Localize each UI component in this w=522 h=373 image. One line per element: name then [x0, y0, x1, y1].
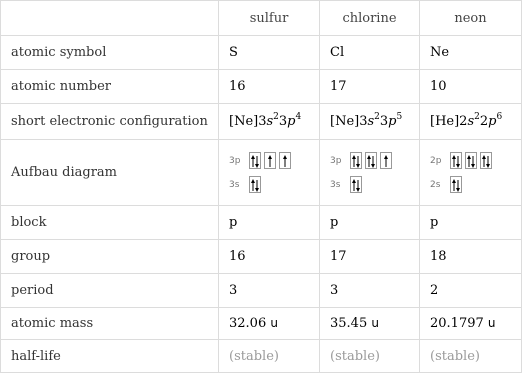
orbital-box-paired [365, 152, 377, 169]
orbital-box-paired [450, 152, 462, 169]
config-s-orbital: s [367, 114, 375, 129]
row-atomic-symbol [1, 36, 522, 70]
orbital-box-single [279, 152, 291, 169]
label-half-life: half-life [1, 340, 219, 373]
header-row [1, 1, 522, 36]
orbital-box-paired [350, 176, 362, 193]
orbital-label: 3s [330, 179, 341, 190]
label-block: block [1, 206, 219, 240]
config-s-orbital: s [266, 114, 274, 129]
spin-up-down-arrows-icon [250, 177, 260, 192]
orbital-box-paired [249, 152, 261, 169]
value-period-sulfur: 3 [219, 274, 320, 308]
row-group [1, 240, 522, 274]
config-shell: 3 [379, 114, 389, 129]
header-chlorine: chlorine [320, 1, 420, 36]
orbital-row-s [430, 174, 521, 195]
value-halflife-sulfur: (stable) [219, 340, 320, 373]
row-block [1, 206, 522, 240]
orbital-row-p [430, 150, 521, 171]
orbital-label: 3s [229, 179, 240, 190]
orbital-row-p [330, 150, 419, 171]
config-shell: 3 [278, 114, 288, 129]
label-atomic-mass: atomic mass [1, 308, 219, 340]
value-halflife-neon: (stable) [420, 340, 522, 373]
orbital-box-single [380, 152, 392, 169]
orbital-box-paired [249, 176, 261, 193]
label-aufbau: Aufbau diagram [1, 140, 219, 206]
config-shell: 2 [479, 114, 489, 129]
value-number-neon: 10 [420, 70, 522, 104]
orbital-label: 2s [430, 179, 441, 190]
config-p-exponent: 4 [295, 112, 302, 122]
config-p-exponent: 5 [396, 112, 403, 122]
value-symbol-chlorine: Cl [320, 36, 420, 70]
label-atomic-symbol: atomic symbol [1, 36, 219, 70]
orbital-label: 2p [430, 155, 442, 166]
label-group: group [1, 240, 219, 274]
config-s-exponent: 2 [273, 112, 279, 122]
value-config-sulfur [219, 104, 320, 140]
spin-up-down-arrows-icon [466, 153, 476, 168]
value-mass-chlorine [320, 308, 420, 340]
spin-up-down-arrows-icon [366, 153, 376, 168]
value-number-chlorine: 17 [320, 70, 420, 104]
value-block-sulfur: p [219, 206, 320, 240]
value-block-neon: p [420, 206, 522, 240]
config-s-exponent: 2 [374, 112, 380, 122]
value-config-neon [420, 104, 522, 140]
spin-up-arrow-icon [381, 153, 391, 168]
orbital-row-s [330, 174, 419, 195]
value-group-neon: 18 [420, 240, 522, 274]
config-p-exponent: 6 [496, 112, 503, 122]
config-core: [He]2 [430, 114, 468, 129]
value-symbol-neon: Ne [420, 36, 522, 70]
orbital-box-paired [450, 176, 462, 193]
row-aufbau [1, 140, 522, 206]
row-atomic-mass [1, 308, 522, 340]
value-symbol-sulfur: S [219, 36, 320, 70]
orbital-box-paired [350, 152, 362, 169]
spin-up-down-arrows-icon [351, 177, 361, 192]
orbital-box-paired [480, 152, 492, 169]
row-half-life [1, 340, 522, 373]
orbital-row-s [229, 174, 319, 195]
spin-up-arrow-icon [280, 153, 290, 168]
orbital-label: 3p [229, 155, 241, 166]
value-mass-neon [420, 308, 522, 340]
value-group-sulfur: 16 [219, 240, 320, 274]
label-period: period [1, 274, 219, 308]
spin-up-down-arrows-icon [351, 153, 361, 168]
spin-up-down-arrows-icon [451, 177, 461, 192]
mass-number: 35.45 [330, 316, 368, 331]
label-electron-config: short electronic configuration [1, 104, 219, 140]
spin-up-down-arrows-icon [451, 153, 461, 168]
label-atomic-number: atomic number [1, 70, 219, 104]
aufbau-chlorine [320, 140, 420, 206]
config-core: [Ne]3 [330, 114, 368, 129]
aufbau-neon [420, 140, 522, 206]
value-period-chlorine: 3 [320, 274, 420, 308]
value-number-sulfur: 16 [219, 70, 320, 104]
header-sulfur: sulfur [219, 1, 320, 36]
value-halflife-chlorine: (stable) [320, 340, 420, 373]
value-group-chlorine: 17 [320, 240, 420, 274]
value-period-neon: 2 [420, 274, 522, 308]
config-s-exponent: 2 [474, 112, 480, 122]
config-p-orbital: p [488, 114, 497, 129]
config-core: [Ne]3 [229, 114, 267, 129]
orbital-row-p [229, 150, 319, 171]
value-config-chlorine [320, 104, 420, 140]
orbital-label: 3p [330, 155, 342, 166]
spin-up-down-arrows-icon [250, 153, 260, 168]
value-block-chlorine: p [320, 206, 420, 240]
orbital-box-paired [465, 152, 477, 169]
mass-unit: u [487, 316, 496, 330]
config-p-orbital: p [388, 114, 397, 129]
mass-number: 20.1797 [430, 316, 484, 331]
config-s-orbital: s [467, 114, 475, 129]
aufbau-sulfur [219, 140, 320, 206]
config-p-orbital: p [287, 114, 296, 129]
header-corner [1, 1, 219, 36]
value-mass-sulfur [219, 308, 320, 340]
spin-up-arrow-icon [265, 153, 275, 168]
orbital-box-single [264, 152, 276, 169]
spin-up-down-arrows-icon [481, 153, 491, 168]
row-electron-config [1, 104, 522, 140]
row-period [1, 274, 522, 308]
header-neon: neon [420, 1, 522, 36]
mass-unit: u [270, 316, 278, 330]
mass-number: 32.06 [229, 316, 267, 331]
mass-unit: u [371, 316, 379, 330]
row-atomic-number [1, 70, 522, 104]
